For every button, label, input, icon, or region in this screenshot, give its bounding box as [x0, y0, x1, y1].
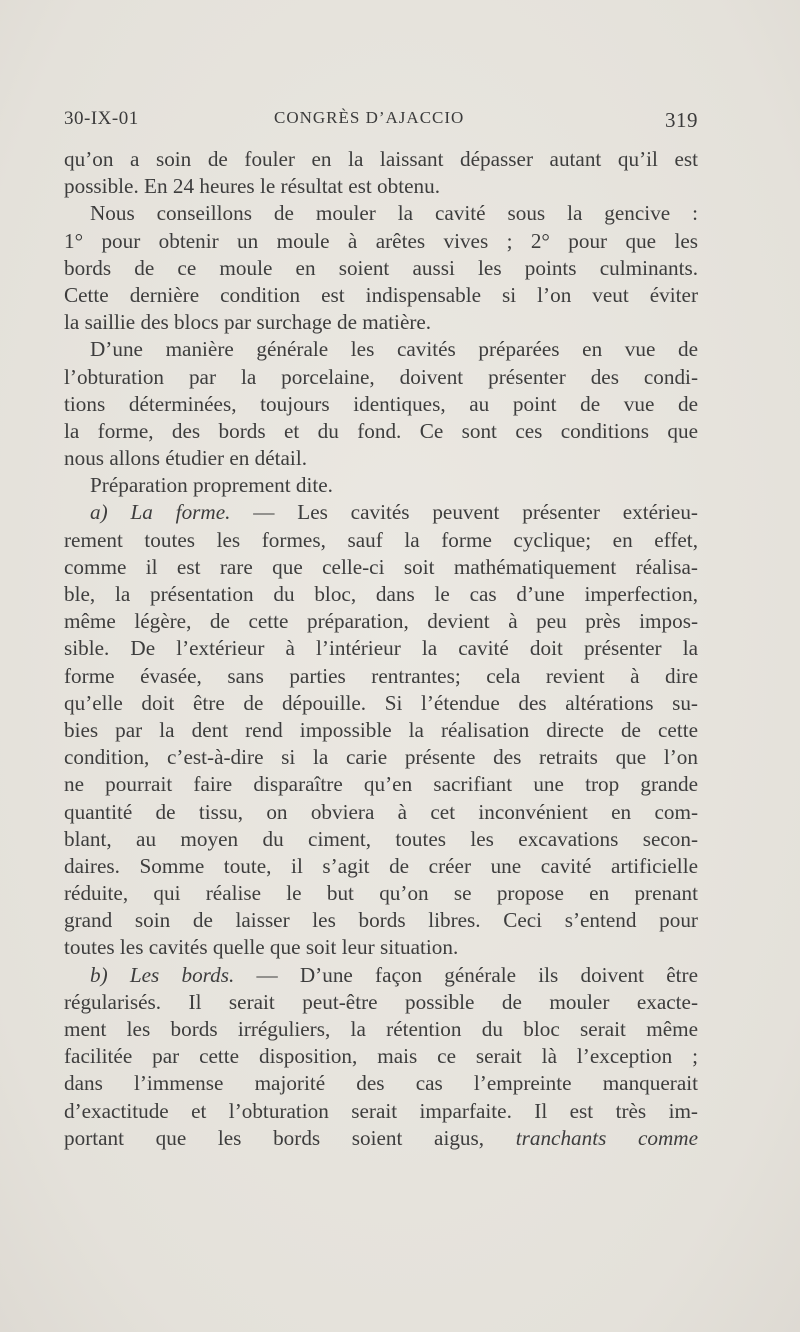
italic-phrase: tranchants comme	[515, 1125, 699, 1150]
text-line: nous allons étudier en détail.	[64, 446, 308, 471]
text-line: Nous conseillons de mouler la cavité sous la gencive :	[90, 201, 698, 226]
text-line: rement toutes les formes, sauf la forme cyclique; en effet,	[64, 527, 698, 552]
text-line: possible. En 24 heures le résultat est obtenu.	[64, 174, 440, 199]
text-line: toutes les cavités quelle que soit leur situation.	[64, 935, 459, 960]
text-line: D’une manière générale les cavités préparées en vue de	[90, 337, 698, 362]
body-text	[64, 146, 698, 1152]
text-line: même légère, de cette préparation, devient à peu près impos-	[64, 609, 698, 634]
text-line: daires. Somme toute, il s’agit de créer une cavité artificielle	[64, 853, 698, 878]
text-line: dans l’immense majorité des cas l’empreinte manquerait	[64, 1071, 698, 1096]
text-line: comme il est rare que celle-ci soit mathématiquement réalisa-	[64, 554, 698, 579]
text-line: ne pourrait faire disparaître qu’en sacrifiant une trop grande	[64, 772, 698, 797]
text-line: blant, au moyen du ciment, toutes les excavations secon-	[64, 826, 698, 851]
text-line: régularisés. Il serait peut-être possible de mouler exacte-	[64, 989, 698, 1014]
section-heading: Préparation proprement dite.	[90, 473, 333, 498]
subsection-label: a) La forme.	[90, 500, 231, 525]
text-line: ble, la présentation du bloc, dans le cas d’une imperfection,	[64, 582, 698, 606]
text-line: forme évasée, sans parties rentrantes; cela revient à dire	[64, 663, 698, 688]
text-line: l’obturation par la porcelaine, doivent présenter des condi-	[64, 364, 698, 389]
text-line: 1° pour obtenir un moule à arêtes vives ; 2° pour que les	[64, 228, 698, 253]
text-line: sible. De l’extérieur à l’intérieur la cavité doit présenter la	[64, 636, 698, 661]
text-line: condition, c’est-à-dire si la carie présente des retraits que l’on	[64, 745, 698, 770]
text-line: a) La forme. — Les cavités peuvent présenter extérieu-	[90, 500, 698, 525]
text-line: qu’elle doit être de dépouille. Si l’étendue des altérations su-	[64, 690, 698, 715]
text-line: d’exactitude et l’obturation serait imparfaite. Il est très im-	[64, 1098, 698, 1123]
text-line: grand soin de laisser les bords libres. Ceci s’entend pour	[64, 908, 698, 933]
text-line: bies par la dent rend impossible la réalisation directe de cette	[64, 717, 698, 742]
page-number: 319	[665, 108, 698, 132]
text-line: b) Les bords. — D’une façon générale ils doivent être	[90, 962, 698, 987]
text-line: portant que les bords soient aigus, tranchants comme	[64, 1125, 699, 1150]
text-line: la forme, des bords et du fond. Ce sont ces conditions que	[64, 418, 698, 443]
text-line: tions déterminées, toujours identiques, au point de vue de	[64, 391, 698, 416]
header-title: CONGRÈS D’AJACCIO	[274, 108, 465, 127]
text-line: facilitée par cette disposition, mais ce serait là l’exception ;	[64, 1044, 698, 1069]
running-header	[64, 108, 704, 140]
subsection-label: b) Les bords.	[90, 962, 235, 987]
text-line: réduite, qui réalise le but qu’on se propose en prenant	[64, 881, 698, 906]
text-line: ment les bords irréguliers, la rétention du bloc serait même	[64, 1017, 698, 1041]
text-line: quantité de tissu, on obviera à cet inconvénient en com-	[64, 799, 698, 824]
text-line: qu’on a soin de fouler en la laissant dépasser autant qu’il est	[64, 147, 698, 171]
header-date: 30-IX-01	[64, 108, 139, 129]
text-line: bords de ce moule en soient aussi les points culminants.	[64, 255, 698, 280]
text-line: Cette dernière condition est indispensable si l’on veut éviter	[64, 282, 698, 307]
text-line: la saillie des blocs par surchage de matière.	[64, 310, 432, 335]
